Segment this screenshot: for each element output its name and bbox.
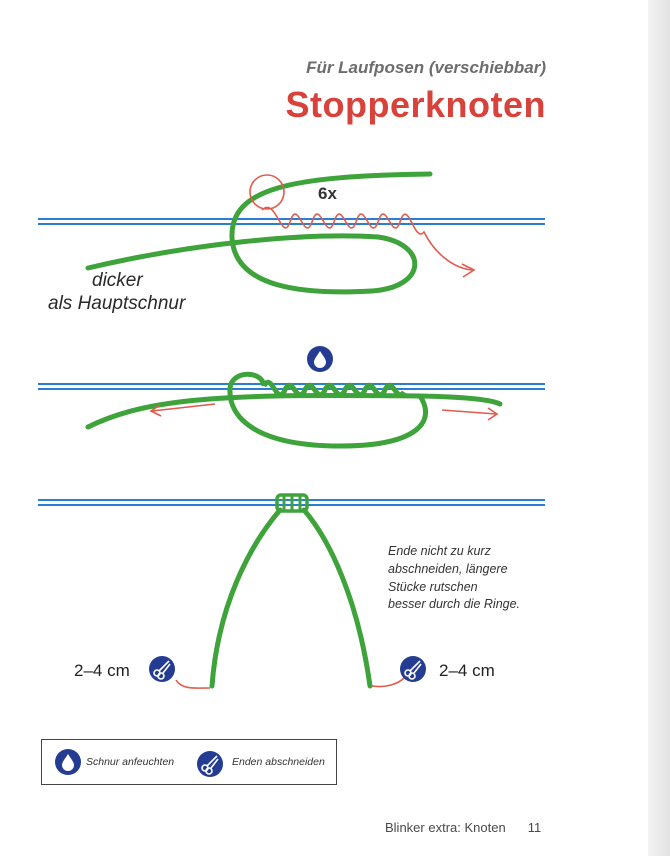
thickness-note: als Hauptschnur [48, 293, 186, 314]
scissors-icon [400, 656, 426, 682]
page-footer [385, 820, 541, 835]
note-line: Stücke rutschen [388, 579, 478, 594]
legend-label-cut: Enden abschneiden [232, 756, 325, 768]
legend-box [41, 739, 337, 785]
note-line: Ende nicht zu kurz [388, 544, 491, 558]
thickness-note: dicker [92, 270, 143, 291]
wrap-count-label: 6x [318, 184, 337, 203]
water-drop-icon [307, 346, 333, 372]
tag-end-left [212, 510, 280, 686]
cut-instruction-note [388, 543, 598, 614]
cut-mark-right [372, 678, 404, 687]
legend-label-moisten: Schnur anfeuchten [86, 756, 175, 768]
arrow-head [462, 264, 474, 277]
note-line: besser durch die Ringe. [388, 597, 521, 612]
arrow-right [442, 408, 497, 420]
tag-end-right [304, 510, 370, 686]
tag-length-right: 2–4 cm [439, 661, 495, 680]
cut-mark-left [176, 680, 210, 688]
note-line: abschneiden, längere [388, 561, 508, 576]
page-title: Stopperknoten [285, 84, 546, 125]
page-subtitle: Für Laufposen (verschiebbar) [306, 58, 546, 77]
step2-diagram [38, 346, 545, 446]
page-number: 11 [527, 820, 542, 835]
tag-length-left: 2–4 cm [74, 661, 130, 680]
scissors-icon [149, 656, 175, 682]
footer-text: Blinker extra: Knoten [385, 820, 506, 835]
